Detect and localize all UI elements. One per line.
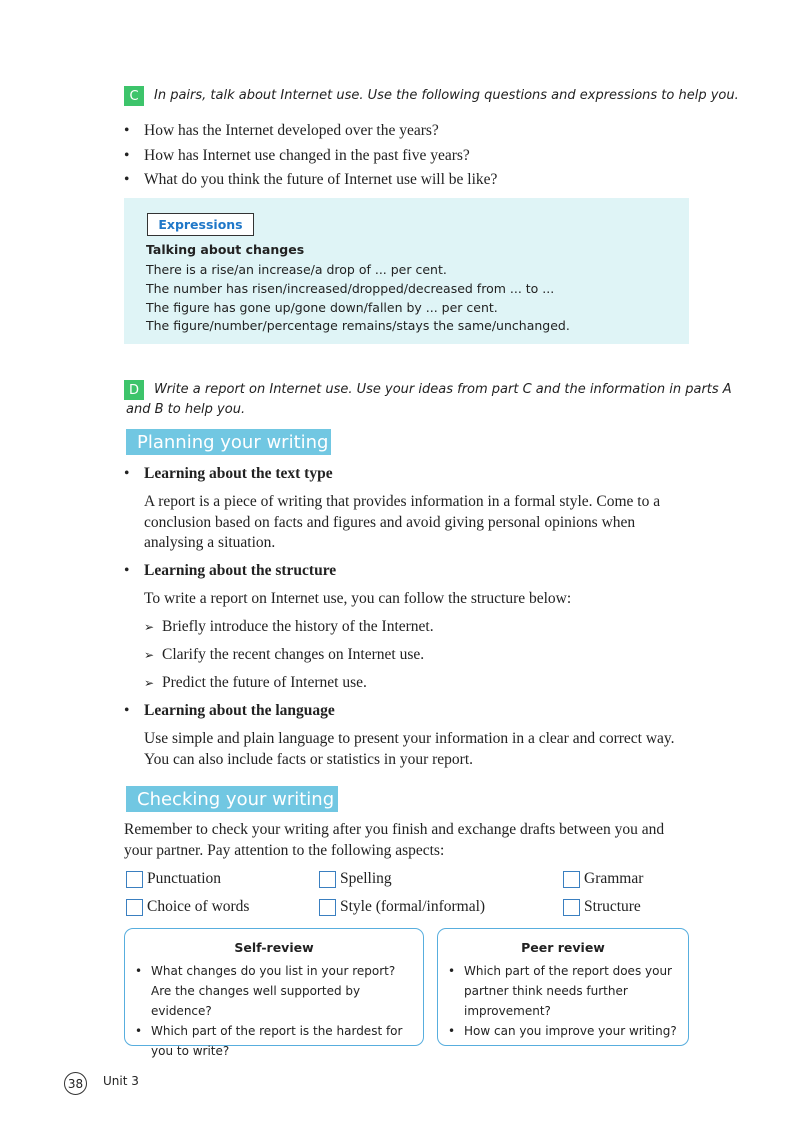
checklist-style[interactable] [319,898,485,916]
checklist-label: Spelling [340,870,392,887]
checklist-spelling[interactable] [319,870,392,888]
structure-step-text: Briefly introduce the history of the Internet. [162,618,434,635]
question-item: • How has Internet use changed in the past five years? [124,147,470,164]
checklist-choice-of-words[interactable] [126,898,249,916]
part-d-instruction-line2: and B to help you. [126,402,246,417]
checklist-punctuation[interactable] [126,870,221,888]
language-heading: • Learning about the language [124,702,335,719]
question-text: What do you think the future of Internet use will be like? [144,171,498,188]
self-review-item: • What changes do you list in your report? Are the changes well supported by evidence? [135,961,415,1021]
expressions-tag: Expressions [147,213,254,236]
checking-banner: Checking your writing [126,786,338,812]
expression-line: The figure/number/percentage remains/stays the same/unchanged. [146,318,570,333]
text-type-heading: • Learning about the text type [124,465,333,482]
structure-heading: • Learning about the structure [124,562,337,579]
question-text: How has the Internet developed over the years? [144,122,439,139]
self-review-text: Which part of the report is the hardest for you to write? [151,1024,403,1058]
self-review-text: What changes do you list in your report? Are the changes well supported by evidence? [151,964,396,1018]
expression-line: The figure has gone up/gone down/fallen by ... per cent. [146,300,498,315]
checkbox[interactable] [319,899,336,916]
part-c-instruction: In pairs, talk about Internet use. Use the following questions and expressions to help you. [154,88,739,103]
structure-step [144,672,367,694]
question-text: How has Internet use changed in the past five years? [144,147,470,164]
structure-heading-label: Learning about the structure [144,562,337,579]
expressions-heading: Talking about changes [146,242,305,257]
structure-step [144,616,434,638]
unit-label: Unit 3 [103,1074,139,1088]
checklist-label: Punctuation [147,870,222,887]
checklist-grammar[interactable] [563,870,643,888]
question-item: • What do you think the future of Internet use will be like? [124,171,498,188]
peer-review-card [437,928,689,1046]
structure-intro: To write a report on Internet use, you can follow the structure below: [144,590,572,607]
structure-step-text: Predict the future of Internet use. [162,674,367,691]
checking-intro: Remember to check your writing after you finish and exchange drafts between you and your partner. Pay attention to the following aspects: [124,821,665,859]
arrow-icon: ➢ [144,676,155,690]
structure-step-text: Clarify the recent changes on Internet use. [162,646,425,663]
language-heading-label: Learning about the language [144,702,335,719]
arrow-icon: ➢ [144,620,155,634]
checkbox[interactable] [126,899,143,916]
self-review-title: Self-review [234,940,314,955]
structure-step [144,644,424,666]
part-d-badge: D [124,380,144,400]
checkbox[interactable] [126,871,143,888]
expression-line: The number has risen/increased/dropped/decreased from ... to ... [146,281,555,296]
peer-review-item: • How can you improve your writing? [448,1021,680,1041]
checkbox[interactable] [563,871,580,888]
peer-review-text: Which part of the report does your partner think needs further improvement? [464,964,672,1018]
question-item: • How has the Internet developed over the years? [124,122,439,139]
checkbox[interactable] [319,871,336,888]
expressions-box [124,198,689,344]
language-body: Use simple and plain language to present your information in a clear and correct way. You can also include facts or statistics in your report. [144,730,675,768]
planning-banner: Planning your writing [126,429,331,455]
peer-review-title: Peer review [521,940,605,955]
self-review-item: • Which part of the report is the hardest for you to write? [135,1021,415,1061]
peer-review-text: How can you improve your writing? [464,1024,677,1038]
checklist-label: Choice of words [147,898,250,915]
self-review-card [124,928,424,1058]
text-type-heading-label: Learning about the text type [144,465,333,482]
arrow-icon: ➢ [144,648,155,662]
part-d-instruction-line1: Write a report on Internet use. Use your ideas from part C and the information in parts A [154,382,732,397]
checklist-label: Structure [584,898,641,915]
checklist-structure[interactable] [563,898,641,916]
checklist-label: Style (formal/informal) [340,898,486,915]
checkbox[interactable] [563,899,580,916]
part-c-badge: C [124,86,144,106]
checklist-label: Grammar [584,870,644,887]
expression-line: There is a rise/an increase/a drop of ... per cent. [146,262,447,277]
page-number: 38 [64,1072,87,1095]
text-type-body: A report is a piece of writing that provides information in a formal style. Come to a conclusion based on facts and figures and avoid giving personal opinions when analysing a situation. [144,493,661,551]
peer-review-item: • Which part of the report does your partner think needs further improvement? [448,961,680,1021]
